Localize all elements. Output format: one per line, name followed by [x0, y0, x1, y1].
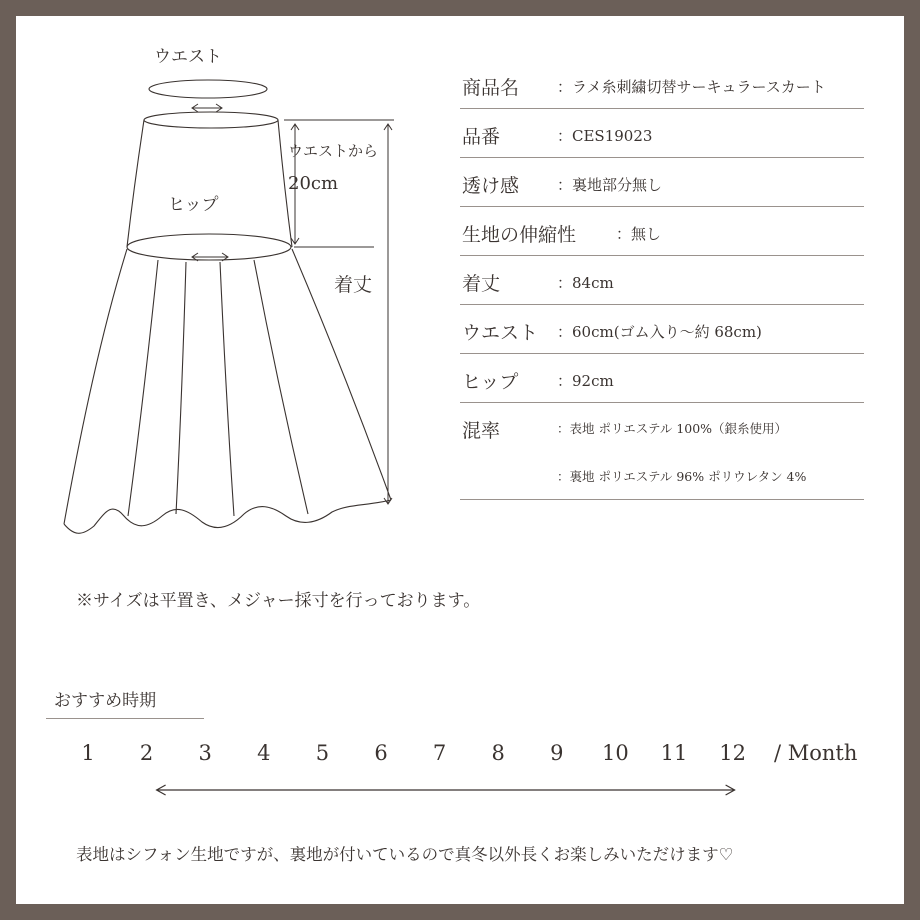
- spec-label: 透け感: [462, 175, 520, 197]
- spec-row-stretch: [460, 207, 864, 256]
- hip-label: ヒップ: [168, 195, 219, 215]
- skirt-hem: [64, 500, 391, 533]
- spec-row-composition-lining: [460, 451, 864, 500]
- spec-value: ：92cm: [557, 372, 614, 390]
- spec-value: ：60cm(ゴム入り～約 68cm): [557, 323, 762, 341]
- spec-row-item-number: [460, 109, 864, 158]
- spec-value: ：ラメ糸刺繍切替サーキュラースカート: [557, 78, 826, 96]
- spec-row-product-name: [460, 60, 864, 109]
- waist-label: ウエスト: [154, 47, 222, 67]
- waist-ellipse: [149, 80, 267, 98]
- month-9: 9: [550, 741, 564, 765]
- spec-label: 品番: [462, 126, 501, 148]
- month-12: 12: [719, 741, 746, 765]
- from-waist-label: ウエストから: [288, 142, 379, 160]
- pleat-line: [176, 262, 186, 514]
- waistband: [144, 112, 278, 128]
- spec-label: 着丈: [462, 273, 501, 295]
- spec-table: [460, 60, 864, 500]
- month-scale: [16, 741, 904, 781]
- spec-row-composition-outer: [460, 403, 864, 451]
- skirt-illustration: [16, 16, 456, 556]
- month-11: 11: [660, 741, 688, 765]
- length-label: 着丈: [334, 274, 373, 296]
- size-diagram: [16, 16, 456, 556]
- spec-value: ：裏地部分無し: [557, 176, 663, 194]
- spec-label: 商品名: [462, 77, 520, 99]
- hip-ellipse: [127, 234, 291, 260]
- spec-value: ：裏地 ポリエステル 96% ポリウレタン 4%: [557, 469, 807, 484]
- from-waist-value: 20cm: [288, 173, 339, 194]
- month-2: 2: [139, 741, 154, 765]
- flare-left: [64, 249, 127, 524]
- skirt-left-side: [127, 120, 144, 247]
- month-5: 5: [315, 741, 330, 765]
- spec-label: ヒップ: [462, 371, 519, 393]
- month-3: 3: [198, 741, 212, 765]
- pleat-line: [254, 260, 308, 514]
- spec-label: 混率: [462, 420, 501, 442]
- spec-value: ：表地 ポリエステル 100%（銀糸使用）: [557, 421, 788, 436]
- spec-label: 生地の伸縮性: [462, 224, 577, 246]
- month-1: 1: [81, 741, 95, 765]
- product-card: [16, 16, 904, 904]
- pleat-line: [128, 260, 158, 516]
- season-title-underline: [46, 718, 204, 719]
- pleat-line: [220, 262, 234, 516]
- month-6: 6: [374, 741, 388, 765]
- season-range-arrow: [16, 776, 904, 816]
- season-title: おすすめ時期: [54, 691, 157, 711]
- spec-label: ウエスト: [462, 322, 539, 344]
- month-10: 10: [602, 741, 629, 765]
- spec-value: ：CES19023: [557, 127, 653, 145]
- spec-value: ：84cm: [557, 274, 614, 292]
- month-7: 7: [432, 741, 447, 765]
- measurement-note: ※サイズは平置き、メジャー採寸を行っております。: [76, 591, 481, 611]
- spec-row-sheerness: [460, 158, 864, 207]
- month-8: 8: [491, 741, 505, 765]
- spec-row-waist: [460, 305, 864, 354]
- month-unit: / Month: [774, 741, 858, 765]
- spec-value: ：無し: [616, 225, 662, 243]
- spec-row-length: [460, 256, 864, 305]
- spec-row-hip: [460, 354, 864, 403]
- footer-message: 表地はシフォン生地ですが、裏地が付いているので真冬以外長くお楽しみいただけます♡: [76, 845, 734, 864]
- month-4: 4: [257, 741, 271, 765]
